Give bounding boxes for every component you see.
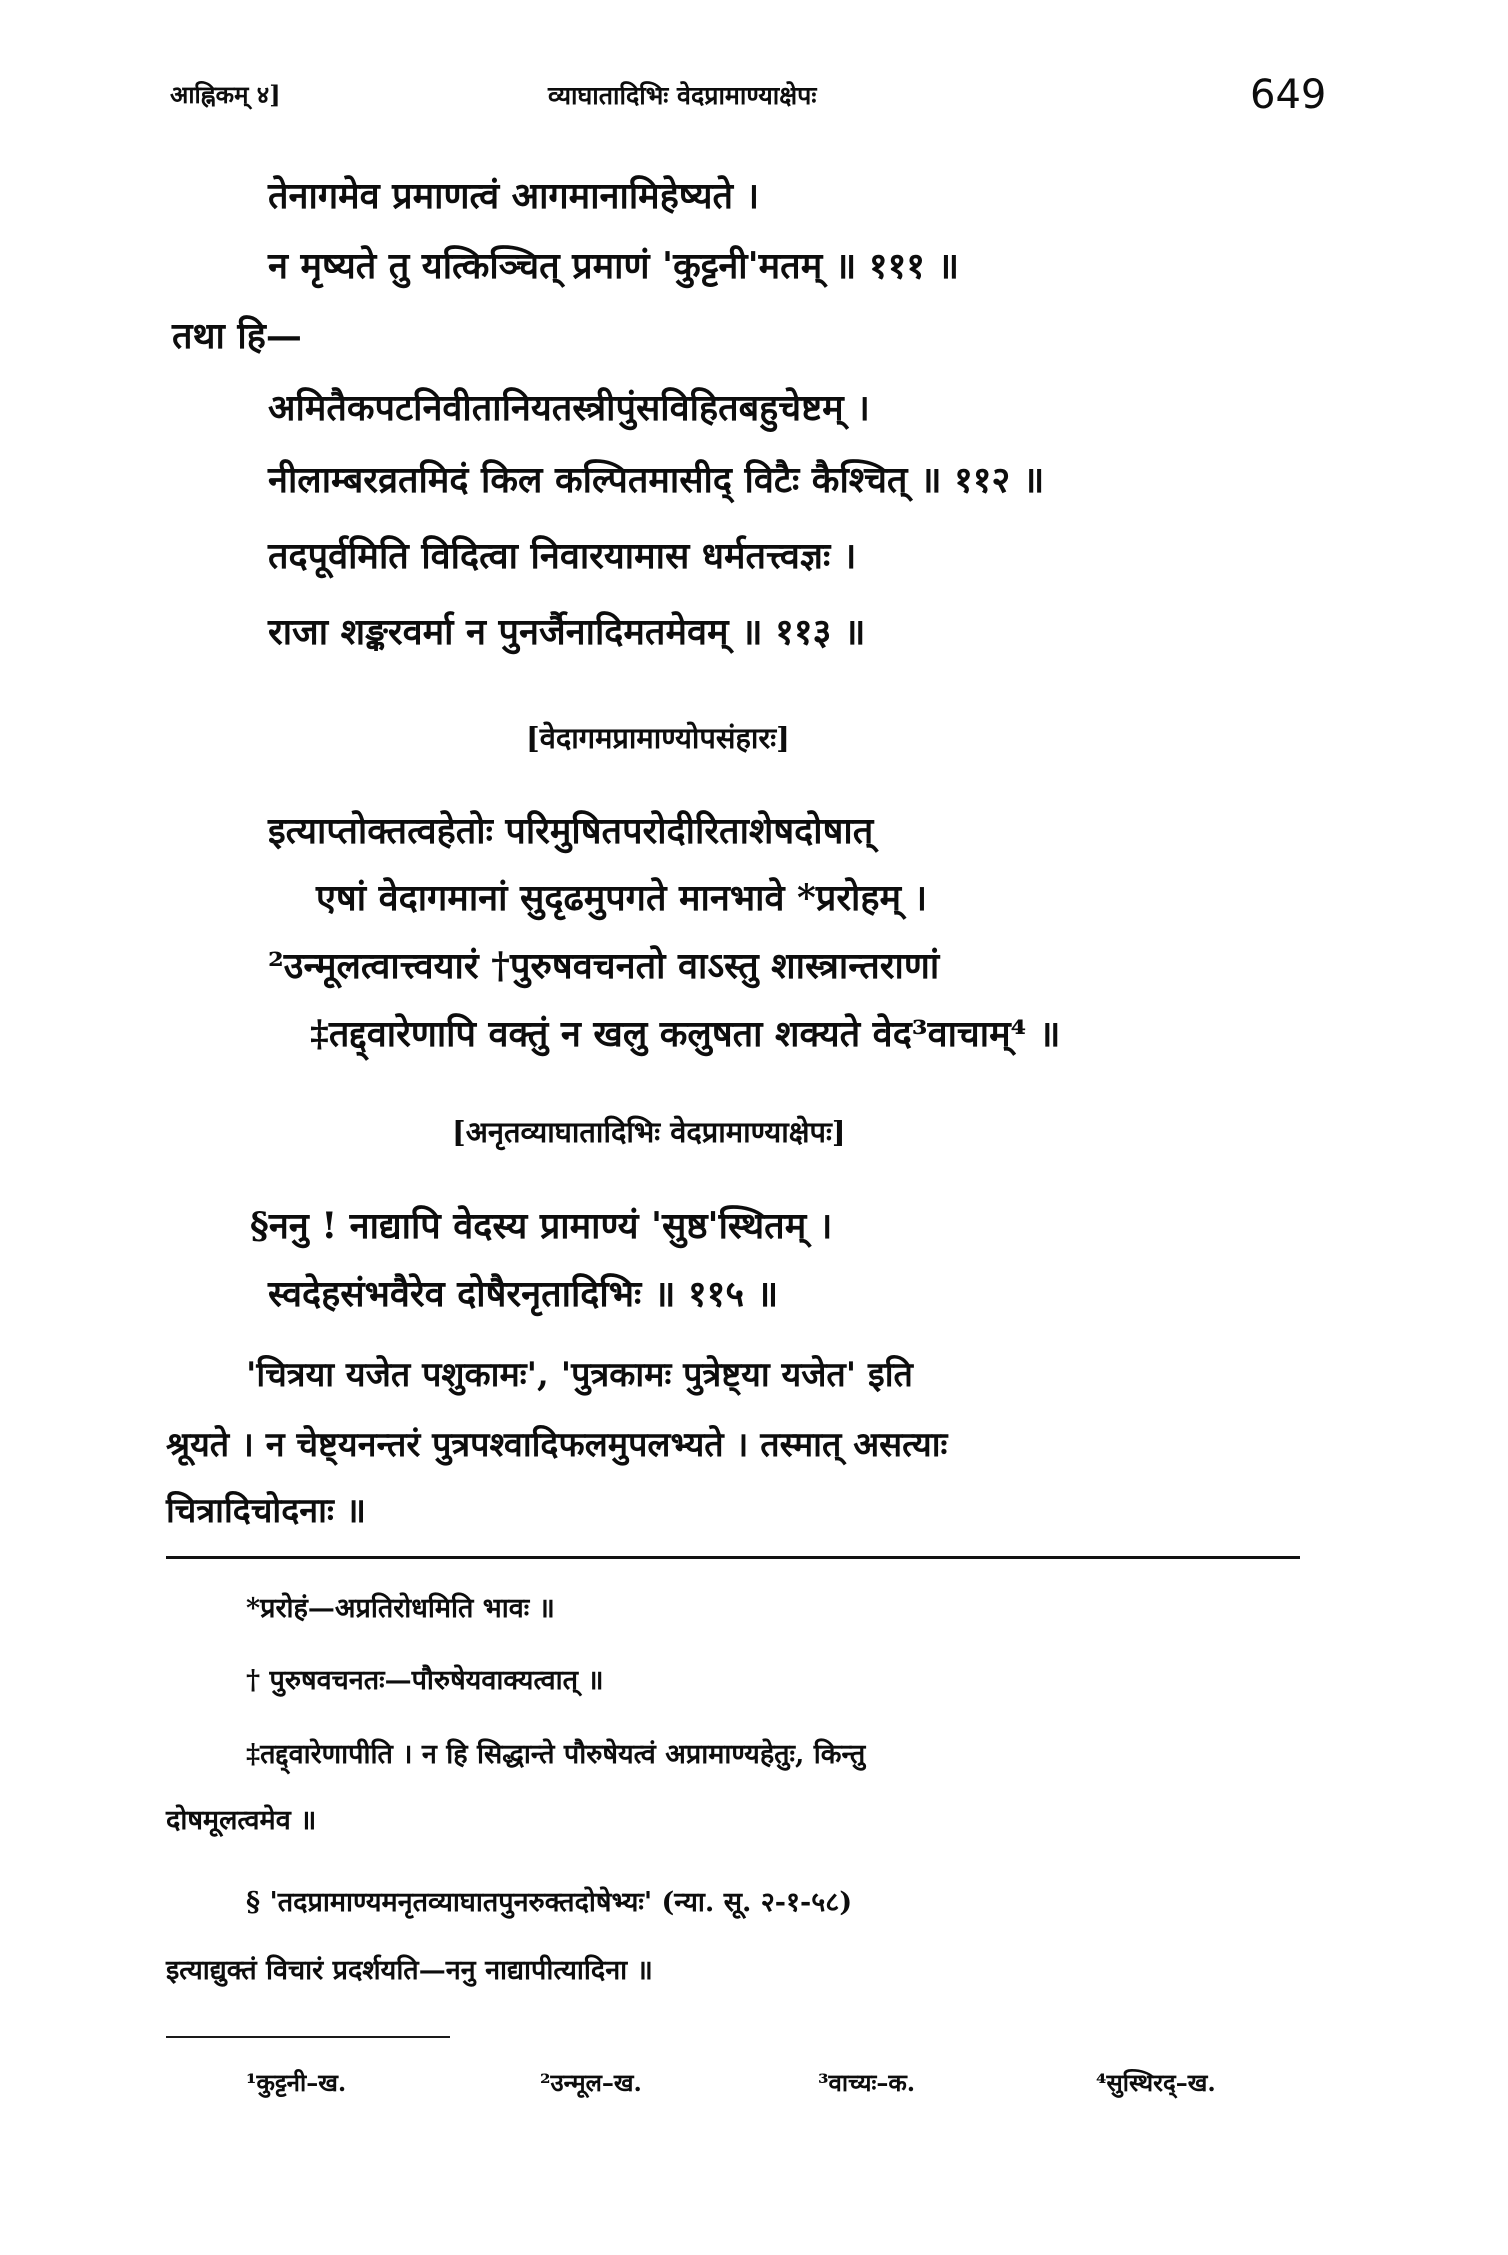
- footnote-star: *प्ररोहं—अप्रतिरोधमिति भावः ॥: [246, 1593, 555, 1624]
- footnote-section-cont: इत्याद्युक्तं विचारं प्रदर्शयति—ननु नाद्यापीत्यादिना ॥: [166, 1955, 653, 1986]
- prose-line-1: 'चित्रया यजेत पशुकामः', 'पुत्रकामः पुत्रेष्ट्या यजेत' इति: [246, 1355, 913, 1395]
- verse-114-line-3: ²उन्मूलत्वात्त्वयारं †पुरुषवचनतो वाऽस्तु शास्त्रान्तराणां: [268, 945, 940, 987]
- verse-114-line-4: ‡तद्द्वारेणापि वक्तुं न खलु कलुषता शक्यते वेद³वाचाम्⁴ ॥: [310, 1013, 1061, 1055]
- verse-115-line-1: §ननु ! नाद्यापि वेदस्य प्रामाण्यं 'सुष्ठ'स्थितम् ।: [250, 1205, 833, 1247]
- verse-112-line-2: नीलाम्बरव्रतमिदं किल कल्पितमासीद् विटैः कैश्चित् ॥ ११२ ॥: [268, 459, 1045, 501]
- verse-114-line-1: इत्याप्तोक्तत्वहेतोः परिमुषितपरोदीरिताशेषदोषात्: [268, 810, 874, 852]
- verse-111-line-1: तेनागमेव प्रमाणत्वं आगमानामिहेष्यते ।: [268, 175, 760, 217]
- verse-113-line-1: तदपूर्वमिति विदित्वा निवारयामास धर्मतत्त्वज्ञः ।: [268, 535, 857, 577]
- verse-115-line-2: स्वदेहसंभवैरेव दोषैरनृतादिभिः ॥ ११५ ॥: [268, 1273, 779, 1315]
- footnote-dagger: † पुरुषवचनतः—पौरुषेयवाक्यत्वात् ॥: [246, 1665, 604, 1696]
- tatha-hi: तथा हि—: [172, 315, 302, 357]
- section-heading-objection: [अनृतव्याघातादिभिः वेदप्रामाण्याक्षेपः]: [452, 1115, 846, 1149]
- prose-line-3: चित्रादिचोदनाः ॥: [166, 1491, 367, 1531]
- verse-111-line-2: न मृष्यते तु यत्किञ्चित् प्रमाणं 'कुट्टनी'मतम् ॥ १११ ॥: [268, 245, 960, 287]
- verse-114-line-2: एषां वेदागमानां सुदृढमुपगते मानभावे *प्ररोहम् ।: [316, 877, 928, 919]
- variant-separator: [166, 2036, 450, 2038]
- footnote-section: § 'तदप्रामाण्यमनृतव्याघातपुनरुक्तदोषेभ्यः' (न्या. सू. २-१-५८): [246, 1887, 853, 1918]
- verse-112-line-1: अमितैकपटनिवीतानियतस्त्रीपुंसविहितबहुचेष्टम् ।: [268, 387, 870, 429]
- variant-reading-4: ⁴सुस्थिरद्–ख.: [1096, 2068, 1216, 2097]
- footnote-separator: [166, 1556, 1300, 1559]
- section-heading-conclusion: [वेदागमप्रामाण्योपसंहारः]: [526, 721, 790, 755]
- running-header-title: व्याघातादिभिः वेदप्रामाण्याक्षेपः: [548, 81, 817, 110]
- page-number: 649: [1250, 72, 1327, 118]
- variant-reading-3: ³वाच्यः–क.: [818, 2068, 916, 2097]
- footnote-double-dagger: ‡तद्द्वारेणापीति । न हि सिद्धान्ते पौरुषेयत्वं अप्रामाण्यहेतुः, किन्तु: [246, 1739, 866, 1770]
- prose-line-2: श्रूयते । न चेष्ट्यनन्तरं पुत्रपश्वादिफलमुपलभ्यते । तस्मात् असत्याः: [166, 1425, 948, 1465]
- variant-reading-2: ²उन्मूल–ख.: [540, 2068, 642, 2097]
- verse-113-line-2: राजा शङ्करवर्मा न पुनर्जैनादिमतमेवम् ॥ ११३ ॥: [268, 611, 866, 653]
- running-header-left: आह्निकम् ४]: [170, 80, 281, 109]
- variant-reading-1: ¹कुट्टनी–ख.: [246, 2068, 347, 2097]
- footnote-double-dagger-cont: दोषमूलत्वमेव ॥: [166, 1805, 317, 1836]
